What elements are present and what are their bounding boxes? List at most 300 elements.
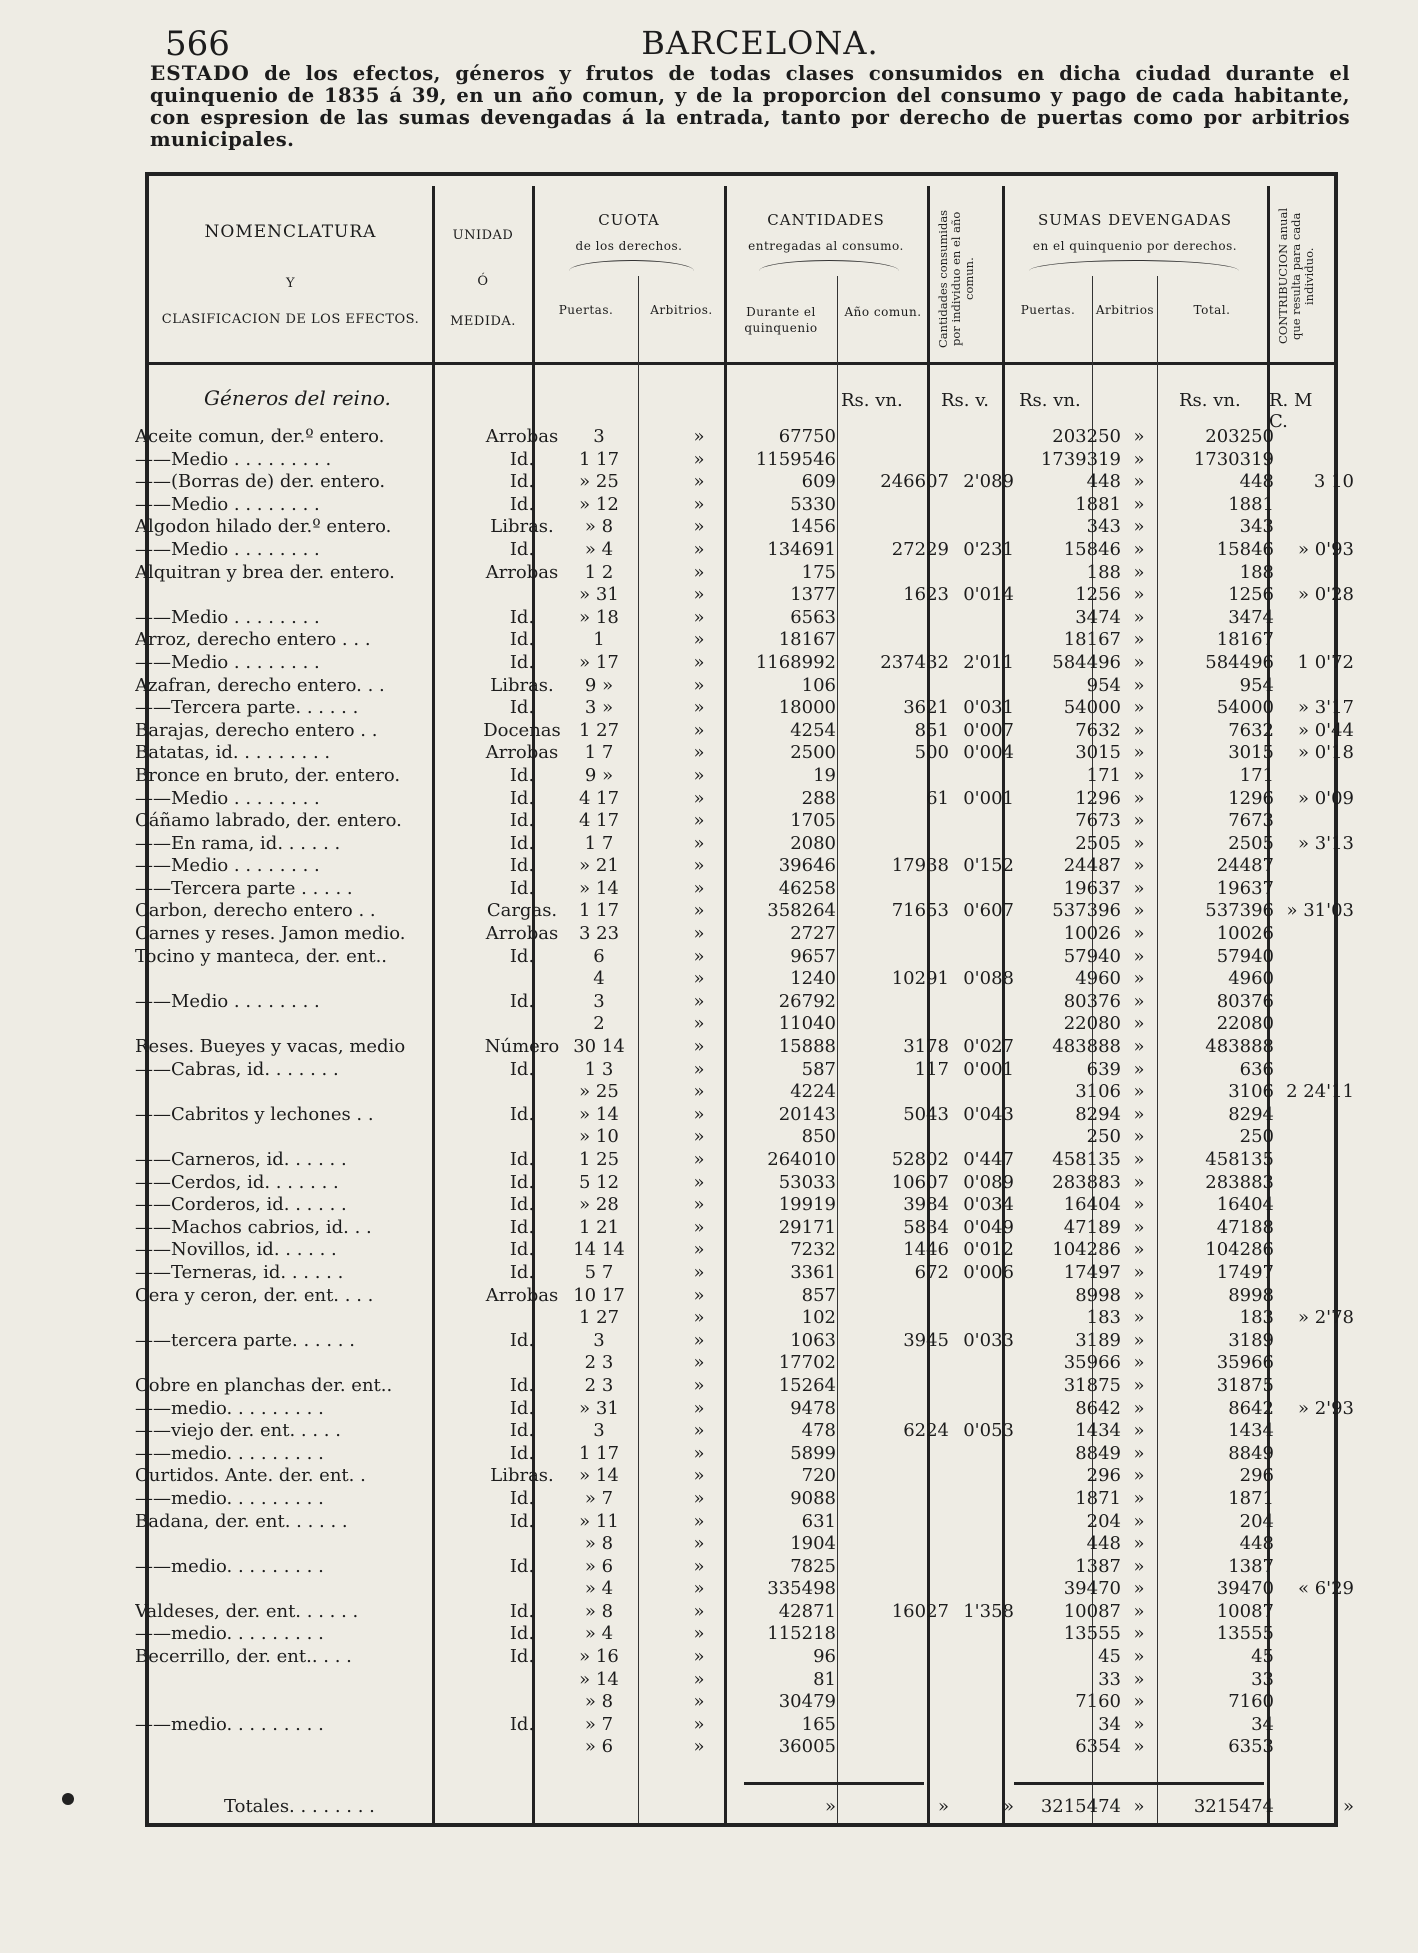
table-row <box>149 1126 1334 1149</box>
row-ano-comun: 61 <box>926 787 949 809</box>
row-name: ——Medio . . . . . . . . <box>135 651 320 673</box>
row-quinquenio: 9478 <box>790 1397 836 1419</box>
row-quinquenio: 335498 <box>767 1578 836 1600</box>
row-sumas-total: 8849 <box>1228 1442 1274 1464</box>
row-quinquenio: 6563 <box>790 606 836 628</box>
row-unit: Id. <box>509 810 535 832</box>
row-name: Reses. Bueyes y vacas, medio <box>135 1036 406 1058</box>
row-ano-comun: 500 <box>914 742 949 764</box>
row-cuota-arbitrios: » <box>693 1736 705 1758</box>
table-row <box>135 764 1334 788</box>
row-unit: Id. <box>509 1058 535 1080</box>
row-unit: Id. <box>509 606 535 628</box>
table-row <box>135 1487 1334 1511</box>
row-ano-comun: 237432 <box>880 651 949 673</box>
row-sumas-arbitrios: » <box>1133 1646 1145 1668</box>
units-rmc: R. M C. <box>1269 390 1313 432</box>
row-quinquenio: 850 <box>801 1126 836 1148</box>
row-sumas-puertas: 296 <box>1086 1465 1121 1487</box>
row-ano-comun: 246607 <box>880 471 949 493</box>
table-row <box>135 1216 1334 1240</box>
row-cuota-arbitrios: » <box>693 1420 705 1442</box>
row-individuo: 0'004 <box>963 742 1014 764</box>
row-cuota-puertas: 3 <box>593 1420 605 1442</box>
row-quinquenio: 1904 <box>790 1533 836 1555</box>
row-cuota-puertas: » 10 <box>579 1126 619 1148</box>
units-rs-vn-1: Rs. vn. <box>841 390 903 411</box>
row-sumas-arbitrios: » <box>1133 1442 1145 1464</box>
row-name: ——viejo der. ent. . . . . <box>135 1420 341 1442</box>
row-individuo: 0'447 <box>963 1149 1014 1170</box>
header-cantidades-sub: entregadas al consumo. <box>748 239 904 253</box>
row-cuota-arbitrios: » <box>693 1239 705 1261</box>
row-name: Batatas, id. . . . . . . . . <box>135 742 331 764</box>
row-sumas-arbitrios: » <box>1133 674 1145 696</box>
table-row <box>135 1058 1334 1082</box>
row-ano-comun: 10607 <box>891 1171 949 1193</box>
row-sumas-arbitrios: » <box>1133 968 1145 990</box>
header-cuota-puertas: Puertas. <box>558 303 614 317</box>
table-row <box>149 1578 1354 1601</box>
row-unit: Id. <box>509 1555 535 1577</box>
row-cuota-arbitrios: » <box>693 719 705 741</box>
row-name: Cáñamo labrado, der. entero. <box>135 810 402 832</box>
row-unit: Id. <box>509 1713 535 1735</box>
row-quinquenio: 9657 <box>790 945 836 967</box>
row-quinquenio: 67750 <box>778 426 836 447</box>
row-sumas-puertas: 188 <box>1086 561 1121 583</box>
row-sumas-puertas: 183 <box>1086 1307 1121 1329</box>
row-sumas-total: 171 <box>1239 764 1274 786</box>
row-name: ——(Borras de) der. entero. <box>135 471 386 493</box>
row-cuota-arbitrios: » <box>693 1713 705 1735</box>
row-cuota-arbitrios: » <box>693 810 705 832</box>
table-row <box>149 1081 1354 1104</box>
row-cuota-arbitrios: » <box>693 1397 705 1419</box>
row-quinquenio: 20143 <box>778 1103 836 1125</box>
row-sumas-total: 22080 <box>1216 1013 1274 1035</box>
row-sumas-puertas: 1739319 <box>1040 448 1121 470</box>
row-unit: Arrobas <box>485 561 559 583</box>
table-row <box>149 1013 1334 1036</box>
row-cuota-puertas: 1 3 <box>584 1058 614 1080</box>
row-cuota-puertas: 4 17 <box>578 810 620 832</box>
row-sumas-puertas: 448 <box>1086 471 1121 493</box>
row-sumas-arbitrios: » <box>1133 1307 1145 1329</box>
row-name: Algodon hilado der.º entero. <box>135 516 392 538</box>
row-sumas-arbitrios: » <box>1133 1352 1145 1374</box>
row-sumas-arbitrios: » <box>1133 1465 1145 1487</box>
row-cuota-puertas: 5 7 <box>584 1261 614 1283</box>
header-sumas-sub: en el quinquenio por derechos. <box>1032 239 1238 253</box>
intro-paragraph <box>150 62 1350 151</box>
row-name: ——Cabritos y lechones . . <box>135 1103 374 1125</box>
row-sumas-total: 19637 <box>1216 877 1274 899</box>
row-sumas-puertas: 57940 <box>1063 945 1121 967</box>
row-sumas-puertas: 7632 <box>1075 719 1121 741</box>
row-sumas-puertas: 1387 <box>1075 1555 1121 1577</box>
row-name: Azafran, derecho entero. . . <box>135 674 385 696</box>
row-quinquenio: 609 <box>801 471 836 493</box>
table-row <box>135 1149 1334 1172</box>
row-cuota-puertas: 3 » <box>584 697 614 719</box>
header-durante-quinquenio: Durante el quinquenio <box>744 305 818 335</box>
row-unit: Id. <box>509 1239 535 1261</box>
row-quinquenio: 18167 <box>778 629 836 651</box>
row-cuota-arbitrios: » <box>693 674 705 696</box>
row-sumas-total: 8998 <box>1228 1284 1274 1306</box>
row-sumas-arbitrios: » <box>1133 1171 1145 1193</box>
row-unit: Id. <box>509 1487 535 1509</box>
row-sumas-arbitrios: » <box>1133 900 1145 922</box>
table-row <box>135 674 1334 698</box>
row-quinquenio: 857 <box>801 1284 836 1306</box>
row-ano-comun: 851 <box>914 719 949 741</box>
row-quinquenio: 1456 <box>790 516 836 538</box>
row-quinquenio: 7232 <box>790 1239 836 1261</box>
row-cuota-puertas: » 21 <box>579 855 619 877</box>
row-sumas-arbitrios: » <box>1133 855 1145 877</box>
row-sumas-total: 47188 <box>1216 1216 1274 1238</box>
row-sumas-puertas: 15846 <box>1063 538 1121 560</box>
row-cuota-arbitrios: » <box>693 1261 705 1283</box>
row-quinquenio: 29171 <box>778 1216 836 1238</box>
table-row <box>135 945 1334 969</box>
row-cuota-puertas: 3 23 <box>578 923 620 945</box>
row-cuota-puertas: 30 14 <box>573 1036 625 1058</box>
header-cuota-sub: de los derechos. <box>575 239 683 253</box>
row-sumas-arbitrios: » <box>1133 516 1145 538</box>
row-sumas-total: 80376 <box>1216 990 1274 1012</box>
row-quinquenio: 15264 <box>778 1374 836 1396</box>
row-cuota-puertas: » 11 <box>579 1510 619 1532</box>
row-cuota-puertas: » 4 <box>584 1578 614 1600</box>
row-ano-comun: 1446 <box>903 1239 949 1261</box>
row-ano-comun: 3984 <box>903 1194 949 1216</box>
row-individuo: 0'049 <box>963 1216 1014 1238</box>
row-cuota-puertas: » 31 <box>579 584 619 606</box>
row-cuota-puertas: » 7 <box>584 1487 614 1509</box>
table-row <box>135 1555 1334 1579</box>
row-sumas-arbitrios: » <box>1133 787 1145 809</box>
table-row <box>135 990 1334 1014</box>
row-quinquenio: 7825 <box>790 1555 836 1577</box>
row-sumas-total: 15846 <box>1216 538 1274 560</box>
row-cuota-arbitrios: » <box>693 1103 705 1125</box>
row-unit: Id. <box>509 1103 535 1125</box>
row-individuo: 0'034 <box>963 1194 1014 1216</box>
totals-label: Totales. . . . . . . . <box>224 1796 375 1817</box>
row-cuota-puertas: 1 7 <box>584 742 614 764</box>
row-ano-comun: 1623 <box>903 584 949 606</box>
row-sumas-total: 483888 <box>1205 1036 1274 1058</box>
row-cuota-puertas: 1 27 <box>578 719 620 741</box>
row-sumas-total: 2505 <box>1228 832 1274 854</box>
table-row <box>149 1533 1334 1556</box>
row-cuota-arbitrios: » <box>693 787 705 809</box>
row-cuota-arbitrios: » <box>693 1081 705 1103</box>
row-quinquenio: 1377 <box>790 584 836 606</box>
row-cuota-arbitrios: » <box>693 1623 705 1645</box>
row-sumas-total: 18167 <box>1216 629 1274 651</box>
row-name: Tocino y manteca, der. ent.. <box>135 945 388 967</box>
row-sumas-total: 16404 <box>1216 1194 1274 1216</box>
row-name: Carnes y reses. Jamon medio. <box>135 923 406 945</box>
header-sumas-total: Total. <box>1193 303 1231 317</box>
row-ano-comun: 672 <box>914 1261 949 1283</box>
row-sumas-total: 203250 <box>1205 426 1274 447</box>
row-individuo: 0'033 <box>963 1329 1014 1351</box>
row-unit: Id. <box>509 945 535 967</box>
row-sumas-puertas: 639 <box>1086 1058 1121 1080</box>
row-sumas-arbitrios: » <box>1133 1736 1145 1758</box>
table-header <box>149 176 1334 365</box>
row-cuota-puertas: 1 25 <box>578 1149 620 1170</box>
row-cuota-arbitrios: » <box>693 1578 705 1600</box>
row-sumas-puertas: 54000 <box>1063 697 1121 719</box>
table-row <box>135 493 1334 517</box>
row-individuo: 0'007 <box>963 719 1014 741</box>
row-unit: Cargas. <box>486 900 558 922</box>
row-quinquenio: 1705 <box>790 810 836 832</box>
row-cuota-puertas: » 14 <box>579 877 619 899</box>
section-title: Géneros del reino. <box>204 386 391 410</box>
row-sumas-arbitrios: » <box>1133 742 1145 764</box>
row-quinquenio: 2727 <box>790 923 836 945</box>
row-cuota-arbitrios: » <box>693 697 705 719</box>
table-row <box>135 1646 1334 1669</box>
row-sumas-puertas: 24487 <box>1063 855 1121 877</box>
row-sumas-puertas: 19637 <box>1063 877 1121 899</box>
header-clasificacion: CLASIFICACION DE LOS EFECTOS. <box>161 312 420 327</box>
row-contribucion: » 31'03 <box>1286 900 1354 922</box>
row-cuota-arbitrios: » <box>693 945 705 967</box>
row-sumas-total: 343 <box>1239 516 1274 538</box>
row-sumas-puertas: 10087 <box>1063 1600 1121 1622</box>
row-cuota-arbitrios: » <box>693 629 705 651</box>
row-cuota-arbitrios: » <box>693 1216 705 1238</box>
table-row <box>135 1465 1334 1488</box>
row-name: ——medio. . . . . . . . . <box>135 1623 324 1645</box>
row-cuota-arbitrios: » <box>693 923 705 945</box>
row-name: ——tercera parte. . . . . . <box>135 1329 355 1351</box>
header-cantidades-individuo: Cantidades consumidas por individuo en el año comun. <box>936 209 976 349</box>
row-sumas-puertas: 80376 <box>1063 990 1121 1012</box>
table-row <box>135 1239 1334 1262</box>
row-quinquenio: 15888 <box>778 1036 836 1058</box>
row-name: Arroz, derecho entero . . . <box>135 629 371 651</box>
row-sumas-total: 1387 <box>1228 1555 1274 1577</box>
row-sumas-puertas: 8849 <box>1075 1442 1121 1464</box>
row-sumas-puertas: 3474 <box>1075 606 1121 628</box>
row-sumas-arbitrios: » <box>1133 426 1145 447</box>
row-sumas-total: 17497 <box>1216 1261 1274 1283</box>
row-cuota-puertas: 2 <box>593 1013 605 1035</box>
row-cuota-puertas: 4 <box>593 968 605 990</box>
totals-contribucion: » <box>1342 1796 1354 1817</box>
row-sumas-arbitrios: » <box>1133 1510 1145 1532</box>
row-individuo: 2'011 <box>963 651 1014 673</box>
row-sumas-arbitrios: » <box>1133 1284 1145 1306</box>
row-sumas-puertas: 250 <box>1086 1126 1121 1148</box>
row-sumas-puertas: 33 <box>1098 1668 1121 1690</box>
row-name: ——Cabras, id. . . . . . . <box>135 1058 339 1080</box>
row-quinquenio: 587 <box>801 1058 836 1080</box>
row-unit: Id. <box>509 448 535 470</box>
totals-sumas-arbitrios: » <box>1133 1796 1145 1817</box>
row-quinquenio: 720 <box>801 1465 836 1487</box>
row-unit: Id. <box>509 1442 535 1464</box>
intro-lead-word: ESTADO <box>150 61 250 85</box>
row-cuota-arbitrios: » <box>693 832 705 854</box>
row-contribucion: 2 24'11 <box>1286 1081 1354 1103</box>
row-cuota-puertas: » 25 <box>579 1081 619 1103</box>
table-row <box>135 900 1354 923</box>
row-name: ——Tercera parte . . . . . <box>135 877 353 899</box>
row-cuota-puertas: » 8 <box>584 1533 614 1555</box>
row-individuo: 0'012 <box>963 1239 1014 1261</box>
row-name: Valdeses, der. ent. . . . . . <box>135 1600 359 1622</box>
row-cuota-puertas: » 6 <box>584 1555 614 1577</box>
row-cuota-arbitrios: » <box>693 1533 705 1555</box>
row-sumas-puertas: 16404 <box>1063 1194 1121 1216</box>
row-cuota-puertas: » 18 <box>579 606 619 628</box>
row-unit: Id. <box>509 1397 535 1419</box>
row-contribucion: 3 10 <box>1313 471 1354 493</box>
row-quinquenio: 53033 <box>778 1171 836 1193</box>
row-cuota-arbitrios: » <box>693 742 705 764</box>
row-unit: Docenas <box>483 719 561 741</box>
row-sumas-puertas: 448 <box>1086 1533 1121 1555</box>
row-sumas-puertas: 104286 <box>1052 1239 1121 1261</box>
row-cuota-arbitrios: » <box>693 1691 705 1713</box>
row-individuo: 0'006 <box>963 1261 1014 1283</box>
row-unit: Id. <box>509 832 535 854</box>
row-sumas-total: 8294 <box>1228 1103 1274 1125</box>
table-row <box>135 1397 1354 1421</box>
row-ano-comun: 6224 <box>903 1420 949 1442</box>
row-cuota-arbitrios: » <box>693 1036 705 1058</box>
row-sumas-puertas: 1296 <box>1075 787 1121 809</box>
row-individuo: 0'001 <box>963 1058 1014 1080</box>
row-ano-comun: 5834 <box>903 1216 949 1238</box>
row-sumas-arbitrios: » <box>1133 1239 1145 1261</box>
row-sumas-puertas: 537396 <box>1052 900 1121 922</box>
totals-quinquenio: » <box>824 1796 836 1817</box>
row-cuota-arbitrios: » <box>693 561 705 583</box>
row-ano-comun: 3621 <box>903 697 949 719</box>
row-sumas-arbitrios: » <box>1133 1126 1145 1148</box>
table-row <box>135 538 1354 562</box>
row-cuota-arbitrios: » <box>693 1668 705 1690</box>
row-name: ——Medio . . . . . . . . <box>135 538 320 560</box>
row-quinquenio: 96 <box>813 1646 836 1668</box>
table-row <box>135 1420 1334 1443</box>
row-name: ——Tercera parte. . . . . . <box>135 697 359 719</box>
row-individuo: 0'031 <box>963 697 1014 719</box>
table-row <box>135 923 1334 946</box>
row-sumas-total: 34 <box>1251 1713 1274 1735</box>
row-cuota-arbitrios: » <box>693 764 705 786</box>
row-unit: Id. <box>509 1510 535 1532</box>
row-cuota-arbitrios: » <box>693 1171 705 1193</box>
row-cuota-arbitrios: » <box>693 1352 705 1374</box>
row-unit: Id. <box>509 1216 535 1238</box>
row-cuota-arbitrios: » <box>693 606 705 628</box>
row-sumas-arbitrios: » <box>1133 1533 1145 1555</box>
row-sumas-arbitrios: » <box>1133 1261 1145 1283</box>
row-sumas-puertas: 1256 <box>1075 584 1121 606</box>
row-sumas-puertas: 39470 <box>1063 1578 1121 1600</box>
row-sumas-arbitrios: » <box>1133 1013 1145 1035</box>
row-cuota-arbitrios: » <box>693 968 705 990</box>
row-ano-comun: 16027 <box>891 1600 949 1622</box>
units-rs-vn-2: Rs. vn. <box>1019 390 1081 411</box>
row-sumas-arbitrios: » <box>1133 1149 1145 1170</box>
row-unit: Id. <box>509 1420 535 1442</box>
row-sumas-arbitrios: » <box>1133 697 1145 719</box>
row-cuota-puertas: » 14 <box>579 1668 619 1690</box>
row-cuota-arbitrios: » <box>693 1487 705 1509</box>
margin-dot <box>62 1793 74 1805</box>
row-cuota-puertas: 2 3 <box>584 1374 614 1396</box>
row-cuota-puertas: 1 7 <box>584 832 614 854</box>
row-contribucion: » 0'44 <box>1297 719 1354 741</box>
row-sumas-total: 7673 <box>1228 810 1274 832</box>
table-row <box>135 742 1354 765</box>
row-cuota-puertas: 1 2 <box>584 561 614 583</box>
row-sumas-arbitrios: » <box>1133 1623 1145 1645</box>
row-name: ——medio. . . . . . . . . <box>135 1555 324 1577</box>
row-cuota-arbitrios: » <box>693 471 705 493</box>
row-name: ——Novillos, id. . . . . . <box>135 1239 337 1261</box>
intro-text: de los efectos, géneros y frutos de todas clases consumidos en dicha ciudad durante el quinquenio de 1835 á 39, en un año comun, y de la proporcion del consumo y pago de cada habitante, con espresion de las sumas devengadas á la entrada, tanto por derecho de puertas como por arbitrios municipales. <box>150 62 1350 151</box>
table-row <box>135 1374 1334 1398</box>
row-quinquenio: 134691 <box>767 538 836 560</box>
row-cuota-puertas: » 14 <box>579 1465 619 1487</box>
row-cuota-puertas: 1 27 <box>578 1307 620 1329</box>
row-sumas-arbitrios: » <box>1133 1194 1145 1216</box>
row-sumas-total: 6353 <box>1228 1736 1274 1758</box>
row-sumas-total: 10087 <box>1216 1600 1274 1622</box>
row-individuo: 0'607 <box>963 900 1014 922</box>
row-contribucion: » 2'78 <box>1297 1307 1354 1329</box>
row-quinquenio: 4224 <box>790 1081 836 1103</box>
row-sumas-arbitrios: » <box>1133 448 1145 470</box>
totals-sumas-puertas: 3215474 <box>1040 1796 1121 1817</box>
row-cuota-arbitrios: » <box>693 1374 705 1396</box>
row-cuota-puertas: » 8 <box>584 1600 614 1622</box>
row-sumas-total: 7160 <box>1228 1691 1274 1713</box>
row-sumas-puertas: 3189 <box>1075 1329 1121 1351</box>
row-unit: Id. <box>509 855 535 877</box>
totals-sumas-total: 3215474 <box>1193 1796 1274 1817</box>
row-name: ——medio. . . . . . . . . <box>135 1397 324 1419</box>
table-row <box>135 1261 1334 1285</box>
row-quinquenio: 1240 <box>790 968 836 990</box>
row-cuota-arbitrios: » <box>693 1442 705 1464</box>
row-unit: Id. <box>509 877 535 899</box>
row-sumas-total: 296 <box>1239 1465 1274 1487</box>
row-sumas-total: 31875 <box>1216 1374 1274 1396</box>
row-unit: Libras. <box>490 516 554 538</box>
row-unit: Id. <box>509 651 535 673</box>
header-sumas-devengadas: SUMAS DEVENGADAS <box>1038 211 1232 229</box>
table-row <box>135 719 1354 743</box>
row-cuota-arbitrios: » <box>693 1284 705 1306</box>
row-name: Cera y ceron, der. ent. . . . <box>135 1284 374 1306</box>
row-sumas-arbitrios: » <box>1133 1420 1145 1442</box>
